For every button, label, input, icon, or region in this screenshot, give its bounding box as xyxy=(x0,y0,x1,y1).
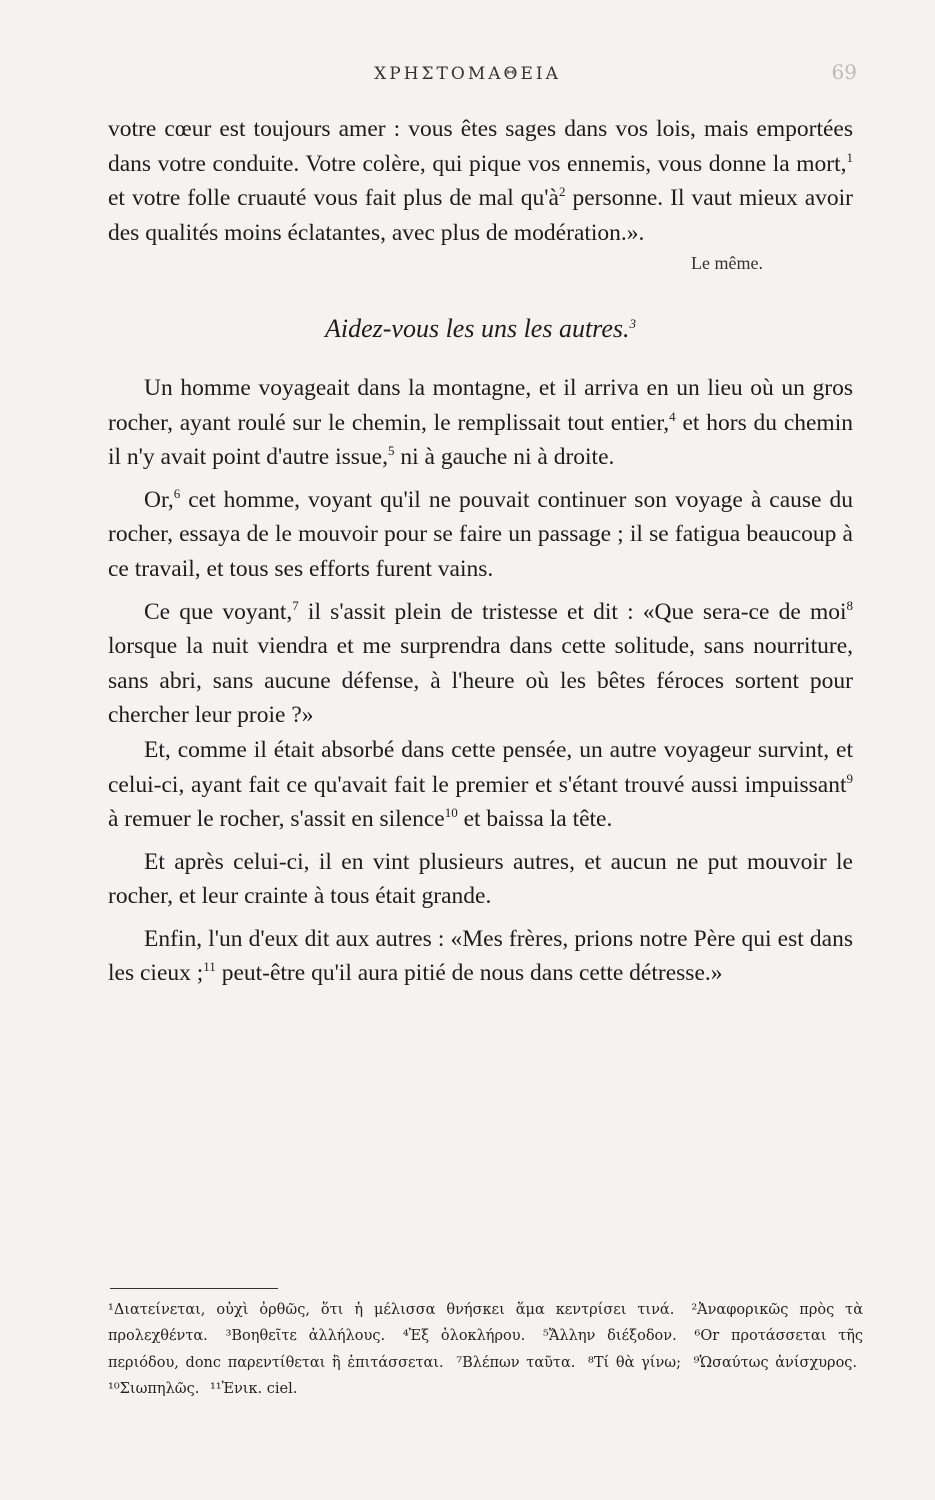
footnote-ref: 10 xyxy=(444,805,458,821)
footnote-ref: 4 xyxy=(669,408,676,424)
section-title xyxy=(108,312,853,347)
page-number: 69 xyxy=(831,60,857,84)
footnote: ⁷Βλέπων ταῦτα. xyxy=(456,1354,576,1371)
paragraph xyxy=(108,483,853,587)
text-run: et votre folle cruauté vous fait plus de mal qu'à xyxy=(108,185,559,212)
paragraph xyxy=(108,595,853,733)
text-run: Or, xyxy=(144,486,174,513)
paragraph xyxy=(108,922,853,991)
text-run: peut-être qu'il aura pitié de nous dans cette détresse.» xyxy=(215,960,723,987)
footnote: ¹Διατείνεται, οὐχὶ ὀρθῶς, ὅτι ἡ μέλισσα θνήσκει ἅμα κεντρίσει τινά. xyxy=(108,1302,675,1318)
paragraph xyxy=(108,733,853,837)
footnote: ²Ἀναφορικῶς πρὸς τὰ προλεχθέντα. xyxy=(108,1302,863,1345)
text-run: ni à gauche ni à droite. xyxy=(394,444,615,471)
text-run: cet homme, voyant qu'il ne pouvait continuer son voyage à cause du rocher, essaya de le mouvoir pour se faire un passage ; il se fatigua beaucoup à ce travail, et tous ses efforts furent vains. xyxy=(108,486,853,582)
text-run: il s'assit plein de tristesse et dit : «Que sera-ce de moi xyxy=(298,598,847,625)
footnote-ref: 6 xyxy=(173,485,181,501)
paragraph xyxy=(108,371,853,475)
footnote: ³Βοηθεῖτε ἀλλήλους. xyxy=(225,1328,386,1345)
footnote-ref: 7 xyxy=(292,597,299,613)
text-run: et hors du chemin il n'y avait point d'autre issue, xyxy=(108,409,853,471)
text-run: à remuer le rocher, s'assit en silence xyxy=(108,806,445,833)
main-text xyxy=(108,112,853,991)
footnote: ⁵Ἄλλην διέξοδον. xyxy=(543,1328,677,1345)
text-run: lorsque la nuit viendra et me surprendra dans cette solitude, sans nourriture, sans abri, sans aucune défense, à l'heure où les bêtes féroces sortent pour chercher leur proie ?» xyxy=(108,633,853,729)
footnote: ⁹Ὡσαύτως ἀνίσχυρος. xyxy=(693,1354,858,1371)
text-run: et baissa la tête. xyxy=(457,806,613,833)
footnote: ¹⁰Σιωπηλῶς. xyxy=(108,1380,200,1397)
attribution: Le même. xyxy=(691,253,763,274)
footnote-divider xyxy=(110,1288,278,1289)
footnote: ¹¹Ἐνικ. ciel. xyxy=(209,1380,298,1397)
footnote-ref: 9 xyxy=(846,770,853,786)
footnote-ref: 11 xyxy=(203,959,216,975)
opening-paragraph xyxy=(108,112,853,250)
text-run: Et, comme il était absorbé dans cette pensée, un autre voyageur survint, et celui-ci, ayant fait ce qu'avait fait le premier et s'étant trouvé aussi impuissant xyxy=(108,736,853,798)
text-run: votre cœur est toujours amer : vous êtes sages dans vos lois, mais emportées dans votre conduite. Votre colère, qui pique vos ennemis, vous donne la mort, xyxy=(108,116,853,177)
text-run: Enfin, l'un d'eux dit aux autres : «Mes frères, prions notre Père qui est dans les cieux ; xyxy=(108,925,853,987)
footnote-ref: 2 xyxy=(558,184,566,200)
footnote-ref: 8 xyxy=(846,597,853,613)
text-run: personne. Il vaut mieux avoir des qualités moins éclatantes, avec plus de modération.». xyxy=(108,185,853,246)
running-header: ΧΡΗΣΤΟΜΑΘΕΙΑ xyxy=(374,64,561,84)
footnote-ref: 3 xyxy=(629,316,636,332)
footnote: ⁶Or προτάσσεται τῆς περιόδου, donc παρεντίθεται ἢ ἐπιτάσσεται. xyxy=(108,1328,864,1371)
footnote-ref: 5 xyxy=(387,443,395,459)
text-run: Ce que voyant, xyxy=(144,598,293,625)
footnotes xyxy=(108,1297,863,1402)
footnote: ⁴Ἐξ ὁλοκλήρου. xyxy=(402,1328,526,1345)
footnote-ref: 1 xyxy=(846,149,853,165)
text-run: Un homme voyageait dans la montagne, et il arriva en un lieu où un gros rocher, ayant roulé sur le chemin, le remplissait tout entier, xyxy=(108,374,853,436)
footnote: ⁸Τί θὰ γίνω; xyxy=(588,1354,681,1371)
paragraph: Et après celui-ci, il en vint plusieurs autres, et aucun ne put mouvoir le rocher, et leur crainte à tous était grande. xyxy=(108,848,853,910)
section-title-text: Aidez-vous les uns les autres. xyxy=(325,314,630,344)
